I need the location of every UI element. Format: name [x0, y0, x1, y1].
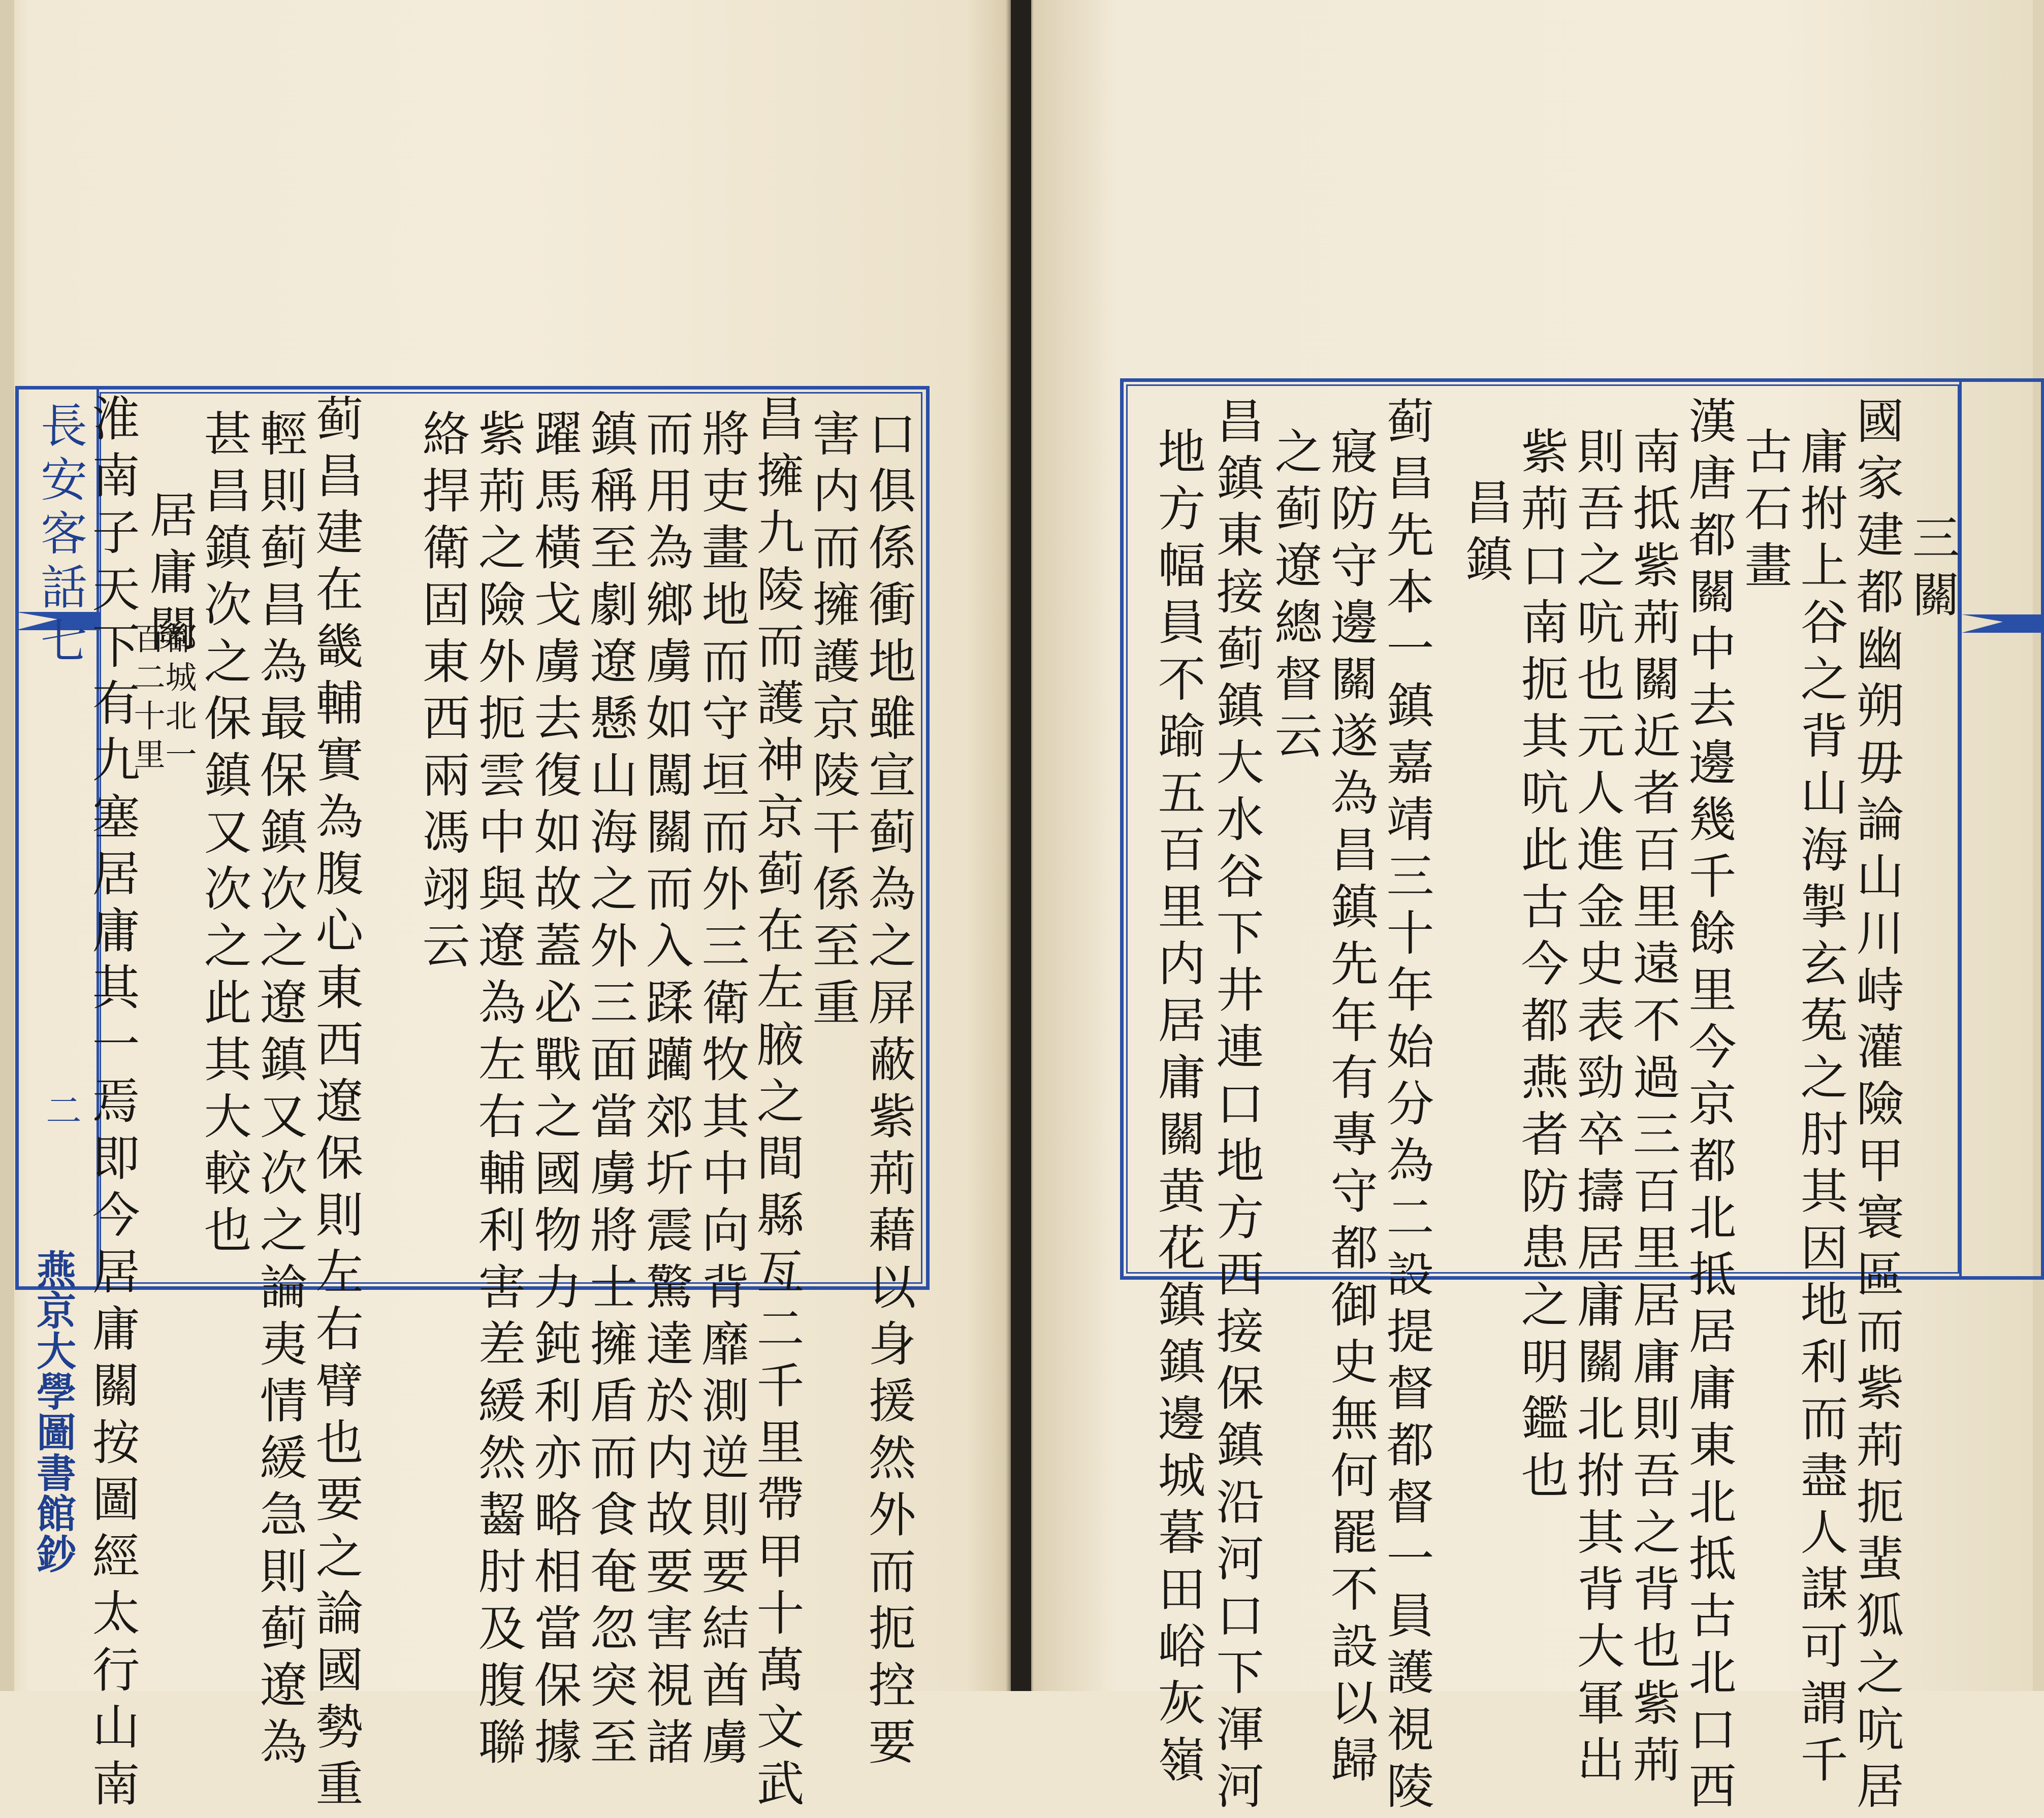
right-text-column: 漢唐都關中去邊幾千餘里今京都北抵居庸東北抵古北口西 — [1680, 396, 1736, 1818]
left-text-column: 甚昌鎮次之保鎮又次之此其大較也 — [196, 409, 251, 1262]
right-text-column: 庸拊上谷之背山海掣玄菟之肘其因地利而盡人謀可謂千 — [1792, 427, 1847, 1792]
left-text-column: 蓟昌建在畿輔實為腹心東西遼保則左右臂也要之論國勢重 — [307, 394, 363, 1815]
left-text-column: 口俱係衝地雖宣蓟為之屏蔽紫荊藉以身援然外而扼控要 — [860, 409, 915, 1774]
left-text-column: 鎮稱至劇遼懸山海之外三面當虜將士擁盾而食奄忽突至 — [582, 409, 637, 1774]
left-text-column: 而用為鄉虜如闖關而入蹂躪郊圻震驚達於内故要害視諸 — [637, 409, 693, 1774]
right-text-column: 紫荊口南扼其吭此古今都燕者防患之明鑑也 — [1513, 427, 1568, 1507]
right-text-column: 蓟昌先本一鎮嘉靖三十年始分為二設提督都督一員護視陵 — [1378, 396, 1433, 1818]
right-text-column: 昌鎮東接蓟鎮大水谷下井連口地方西接保鎮沿河口下渾河 — [1208, 396, 1263, 1818]
right-text-column: 南抵紫荊關近者百里遠不過三百里居庸則吾之背也紫荊 — [1624, 427, 1680, 1792]
section-heading: 昌鎮 — [1457, 477, 1512, 591]
right-text-column: 則吾之吭也元人進金史表勁卒擣居庸關北拊其背大軍出 — [1569, 427, 1624, 1792]
left-text-column: 輕則蓟昌為最保鎮次之遼鎮又次之論夷情緩急則蓟遼為 — [251, 409, 307, 1774]
right-text-column: 古石畫 — [1736, 427, 1792, 597]
folio-number: 二 — [40, 1092, 82, 1127]
right-banxin-divider — [1959, 382, 1962, 1276]
left-text-column: 絡捍衛固東西兩馮翊云 — [414, 409, 469, 978]
left-text-column: 將吏畫地而守垣而外三衛牧其中向背靡測逆則要結酋虜 — [693, 409, 749, 1774]
right-text-column: 之蓟遼總督云 — [1266, 427, 1322, 768]
bleed-through-text — [132, 81, 185, 105]
left-page-edge — [0, 0, 14, 1691]
interlinear-note: 都城北一 — [160, 622, 197, 776]
left-text-column: 淮南子天下有九塞居庸其一焉即今居庸關按圖經太行山南 — [84, 394, 139, 1815]
library-stamp: 燕京大學圖書館鈔 — [30, 1249, 76, 1574]
right-text-column: 寢防守邊關遂為昌鎮先年有專守都御史無何罷不設以歸 — [1322, 427, 1378, 1792]
section-heading: 三關 — [1904, 513, 1959, 627]
left-text-column: 紫荊之險外扼雲中與遼為左右輔利害差緩然齧肘及腹聯 — [470, 409, 525, 1774]
left-text-column: 躍馬橫戈虜去復如故蓋必戰之國物力鈍利亦略相當保據 — [526, 409, 581, 1774]
right-text-column: 地方幅員不踰五百里内居庸關黄花鎮鎮邊城暮田峪灰嶺 — [1149, 427, 1205, 1792]
right-text-column: 國家建都幽朔毋論山川峙灌險甲寰區而紫荊扼蜚狐之吭居 — [1848, 396, 1903, 1818]
left-text-column: 害内而擁護京陵干係至重 — [804, 409, 859, 1034]
interlinear-note: 百二十里 — [129, 622, 166, 776]
left-text-column: 昌擁九陵而護神京蓟在左腋之間縣亙二千里帶甲十萬文武 — [748, 394, 804, 1815]
banxin-book-title: 長安客話七 — [33, 401, 87, 670]
left-text-column: 居庸關 — [141, 490, 197, 661]
book-spine — [1011, 0, 1031, 1691]
